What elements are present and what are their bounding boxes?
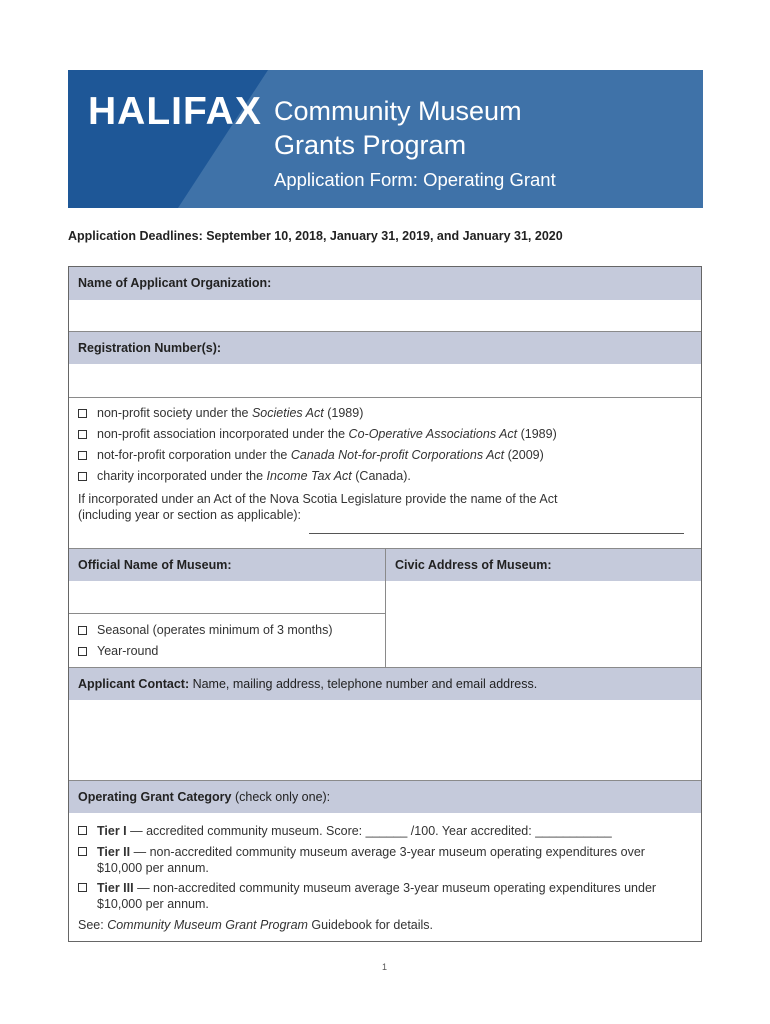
tier-option[interactable]: Tier II — non-accredited community museum average 3-year museum operating expenditures over $10,000 per annum. — [78, 844, 645, 876]
org-type-option[interactable]: non-profit association incorporated under the Co-Operative Associations Act (1989) — [78, 427, 557, 441]
page-number: 1 — [382, 962, 388, 972]
org-name-field[interactable] — [69, 300, 701, 331]
category-header: Operating Grant Category (check only one): — [69, 781, 701, 813]
contact-field[interactable] — [69, 700, 701, 780]
ns-act-instruction: If incorporated under an Act of the Nova Scotia Legislature provide the name of the Act (including year or section as applicable): — [78, 492, 558, 522]
checkbox[interactable] — [78, 847, 87, 856]
checkbox[interactable] — [78, 883, 87, 892]
application-form — [68, 266, 702, 942]
tier-option[interactable]: Tier III — non-accredited community museum average 3-year museum operating expenditures under $10,000 per annum. — [78, 880, 656, 912]
checkbox[interactable] — [78, 451, 87, 460]
halifax-logo: HALIFAX — [88, 90, 262, 133]
registration-header: Registration Number(s): — [69, 332, 701, 364]
seasonal-option[interactable]: Seasonal (operates minimum of 3 months) — [78, 623, 333, 637]
ns-act-input-line[interactable] — [309, 533, 684, 534]
checkbox[interactable] — [78, 826, 87, 835]
application-deadlines: Application Deadlines: September 10, 2018, January 31, 2019, and January 31, 2020 — [68, 229, 563, 243]
museum-name-field[interactable] — [69, 581, 385, 613]
page-subtitle: Application Form: Operating Grant — [274, 169, 556, 190]
civic-address-header: Civic Address of Museum: — [386, 549, 701, 581]
guidebook-note: See: Community Museum Grant Program Guidebook for details. — [78, 918, 434, 932]
header-banner — [68, 70, 703, 208]
checkbox[interactable] — [78, 626, 87, 635]
contact-header: Applicant Contact: Name, mailing address, telephone number and email address. — [69, 668, 701, 700]
org-type-option[interactable]: non-profit society under the Societies Act (1989) — [78, 406, 363, 420]
divider — [69, 397, 701, 398]
divider — [69, 613, 385, 614]
checkbox[interactable] — [78, 409, 87, 418]
civic-address-field[interactable] — [386, 581, 701, 667]
tier-option[interactable]: Tier I — accredited community museum. Score: ______ /100. Year accredited: ___________ — [78, 823, 612, 839]
checkbox[interactable] — [78, 430, 87, 439]
museum-name-header: Official Name of Museum: — [69, 549, 385, 581]
year-round-option[interactable]: Year-round — [78, 644, 158, 658]
registration-field[interactable] — [69, 364, 701, 397]
checkbox[interactable] — [78, 472, 87, 481]
checkbox[interactable] — [78, 647, 87, 656]
org-name-header: Name of Applicant Organization: — [69, 267, 701, 300]
org-type-option[interactable]: charity incorporated under the Income Tax Act (Canada). — [78, 469, 411, 483]
page-title: Community Museum Grants Program — [274, 96, 522, 160]
org-type-option[interactable]: not-for-profit corporation under the Canada Not-for-profit Corporations Act (2009) — [78, 448, 544, 462]
